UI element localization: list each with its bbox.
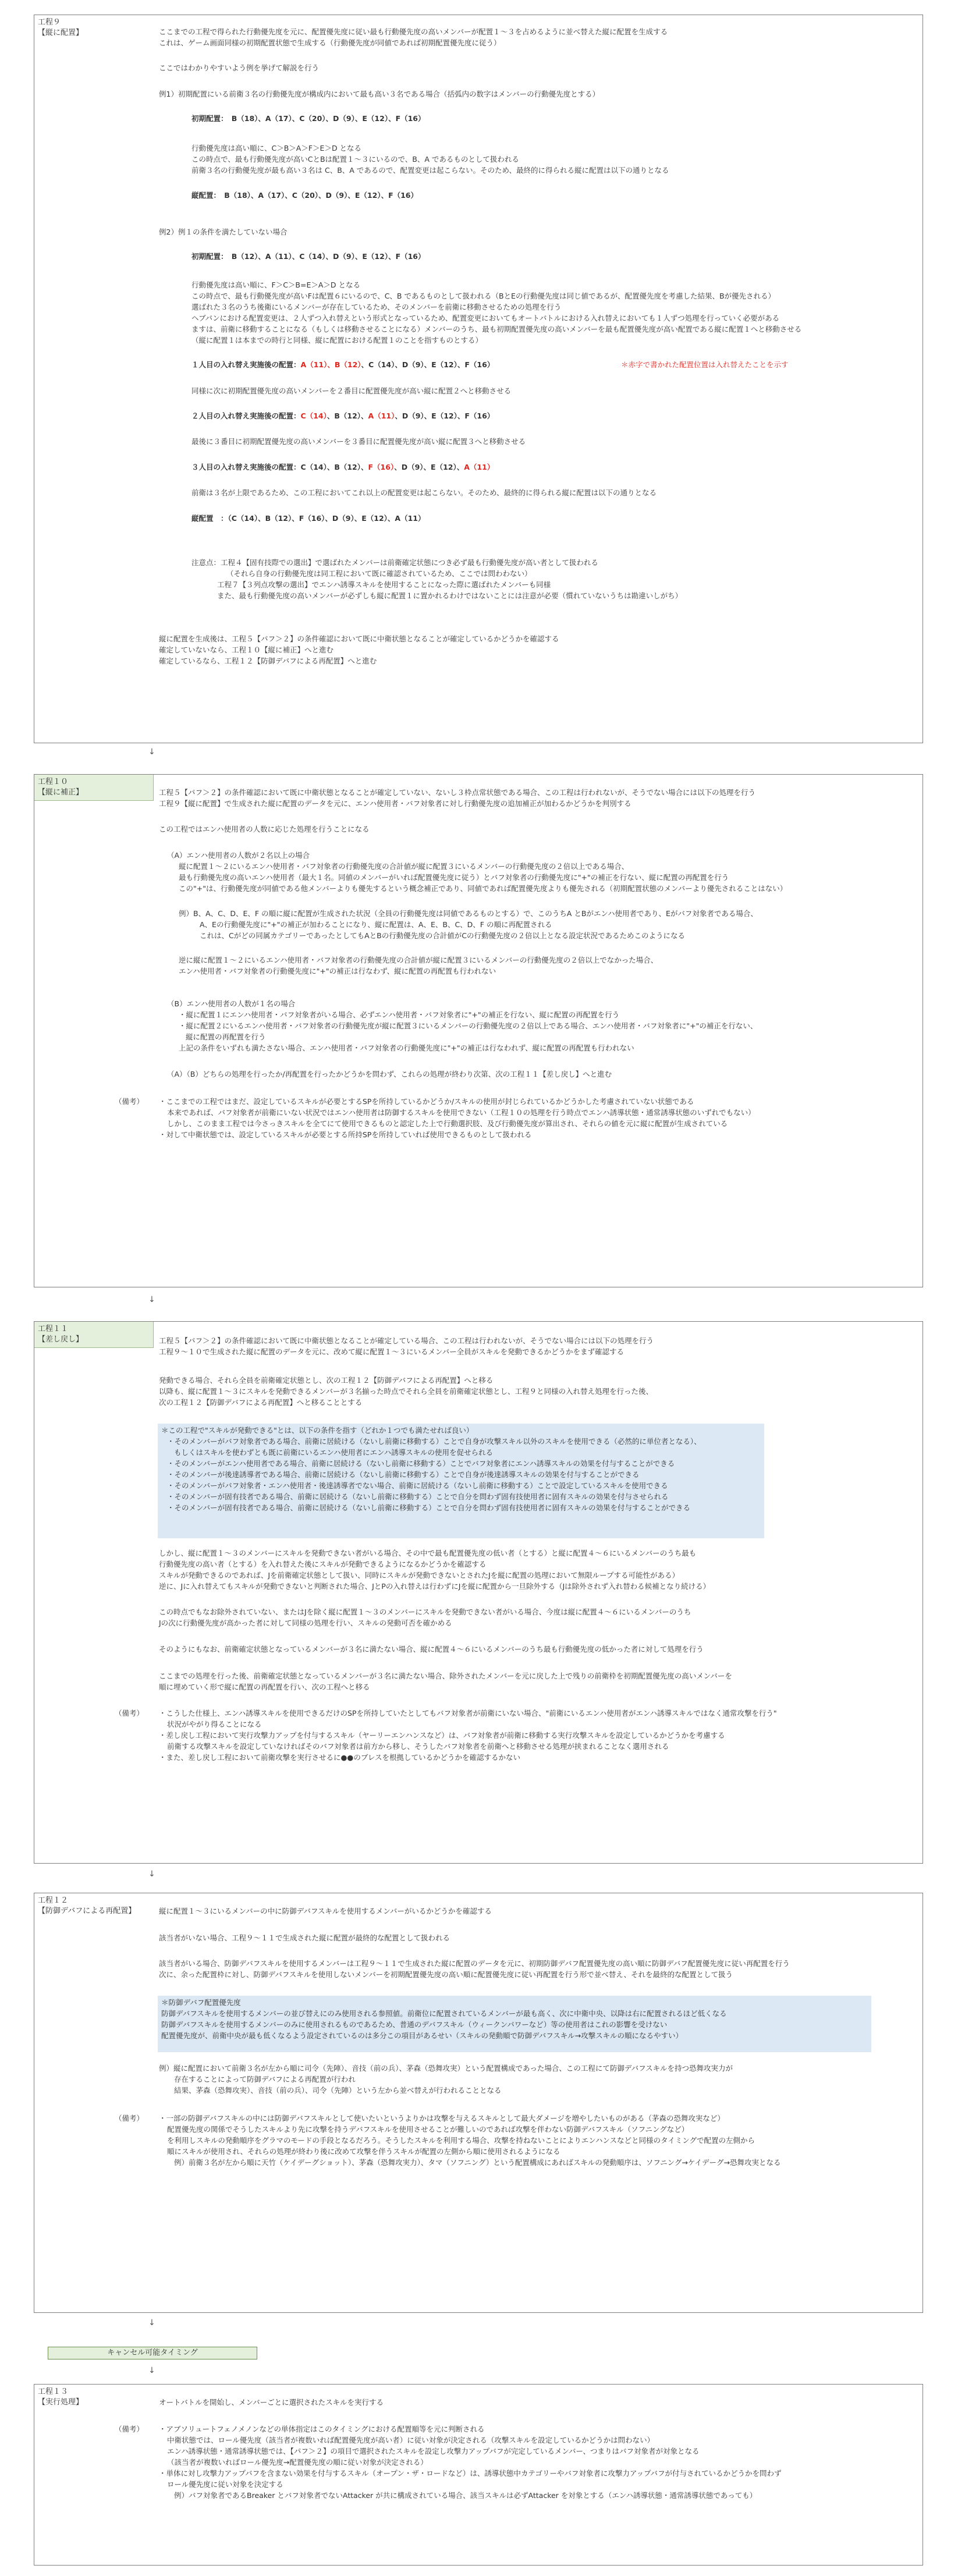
step13-title: 工程１３ 【実行処理】 [38,2387,84,2407]
remark-line: 前衛する攻撃スキルを設定していなければそのバフ対象者は前方から移し、そうしたバフ対象者を前衛へと移動させる処理が挟まれることなく選用される [167,1742,669,1751]
step13-section [34,2384,923,2566]
step11-text: スキルが発動できるのであれば、Jを前衛確定状態として扱い、同時にスキルが発動できないとされたJを縦に配置の処理において無限ループする可能性がある） [159,1571,680,1580]
debuff-priority: 防御デバフスキルを使用するメンバーのみに使用されるものであるため、普通のデバフスキル（ウィークンパワーなど）等の使用者はこれの影響を受けない [161,2020,668,2029]
step10-text: ・縦に配置１にエンハ使用者・バフ対象者がいる場合、必ずエンハ使用者・バフ対象者に"+"の補正を行ない、縦に配置の再配置を行う [179,1010,620,1019]
step9-text: 例1）初期配置にいる前衛３名の行動優先度が構成内において最も高い３名である場合（括弧内の数字はメンバーの行動優先度とする） [159,90,600,98]
step11-text: 逆に、Jに入れ替えてもスキルが発動できないと判断された場合、JとPの入れ替えは行わずにJを縦に配置から一旦除外する（Jは除外されず入れ替わる候補となり続ける） [159,1582,711,1591]
step10-text: 逆に縦に配置１～２にいるエンハ使用者・バフ対象者の行動優先度の合計値が縦に配置３にいるメンバーの行動優先度の２倍以上でなかった場合、 [179,956,658,964]
initial-placement: 初期配置： B（18）、A（17）、C（20）、D（9）、E（12）、F（16） [191,114,425,123]
note-line: 工程７【３列点攻撃の選出】でエンハ誘導スキルを使用することになった際に選ばれたメンバーも同様 [217,580,551,589]
case-b-heading: （B）エンハ使用者の人数が１名の場合 [167,999,296,1008]
step11-text: 以降も、縦に配置１～３にスキルを発動できるメンバーが３名揃った時点でそれら全員を前衛確定状態とし、工程９と同様の入れ替え処理を行った後、 [159,1387,654,1396]
step13-text: オートバトルを開始し、メンバーごとに選択されたスキルを実行する [159,2398,384,2407]
skill-condition: ・そのメンバーが後達誘導者である場合、前衛に居続ける（ないし前衛に移動する）ことで自身が後達誘導スキルの効果を付与することができる [167,1470,640,1479]
step9-text: 縦に配置を生成後は、工程５【パフ＞２】の条件確認において既に中衛状態となることが確定しているかどうかを確認する [159,634,559,643]
step10-text: ・縦に配置２にいるエンハ使用者・バフ対象者の行動優先度が縦に配置３にいるメンバーの行動優先度の２倍以上である場合、エンハ使用者・バフ対象者に"+"の補正を行ない、 [179,1021,758,1030]
remark-label: （備考） [115,1709,144,1718]
step10-title: 工程１０ 【縦に補正】 [34,775,154,801]
step9-text: 前衛３名の行動優先度が最も高い３名は C、B、A であるので、配置変更は起こらない。そのため、最終的に得られる縦に配置は以下の通りとなる [191,166,669,175]
remark-line: 配置優先度の関係でそうしたスキルより先に攻撃を持うデバフスキルを使用させることが難しいのであれば攻撃を伴わない防御デバフスキル（ソフニングなど） [167,2125,689,2134]
step9-text: これは、ゲーム画面同様の初期配置状態で生成する（行動優先度が同値であれば初期配置優先度に従う） [159,38,501,47]
step9-text: ここまでの工程で得られた行動優先度を元に、配置優先度に従い最も行動優先度の高いメンバーが配置１～３を占めるように並べ替えた縦に配置を生成する [159,27,668,36]
flow-arrow: ↓ [148,1295,155,1304]
step11-text: Jの次に行動優先度が高かった者に対して同様の処理を行い、スキルの発動可否を確かめる [159,1619,452,1627]
flow-arrow: ↓ [148,747,155,757]
remark-line: （該当者が複数いればロール優先度→配置優先度の順に従い対象が決定される） [167,2458,428,2467]
step9-text: 確定していないなら、工程１０【縦に補正】へと進む [159,645,334,654]
debuff-priority: 防御デバフスキルを使用するメンバーの並び替えにのみ使用される参照値。前衛位に配置されているメンバーが最も高く、次に中衛中央、以降は右に配置されるほど低くなる [161,2009,727,2018]
step10-text: この工程ではエンハ使用者の人数に応じた処理を行うことになる [159,825,370,833]
skill-condition: もしくはスキルを使わずとも既に前衛にいるエンハ使用者にエンハ誘導スキルの使用を促せられる [174,1448,494,1457]
step11-text: 工程５【パフ＞２】の条件確認において既に中衛状態となることが確定している場合、この工程は行われないが、そうでない場合には以下の処理を行う [159,1336,654,1345]
example-line: A、Eの行動優先度に"+"の補正が加わることになり、縦に配置は、A、E、B、C、D、F の順に再配置される [200,920,552,929]
skill-condition: ・そのメンバーがエンハ使用者である場合、前衛に居続ける（ないし前衛に移動する）ことでバフ対象者にエンハ誘導スキルの効果を付与することができる [167,1459,675,1468]
debuff-priority: ＊防御デバフ配置優先度 [161,1998,241,2007]
step9-text: 確定しているなら、工程１２【防御デバフによる再配置】へと進む [159,657,377,665]
step10-text: 上記の条件をいずれも満たさない場合、エンハ使用者・バフ対象者の行動優先度に"+"の補正は行なわれず、縦に配置の再配置も行われない [179,1044,634,1052]
remark-line: ・対して中衛状態では、設定しているスキルが必要とする所持SPを所持していれば使用できるものとして扱われる [159,1130,532,1139]
example-line: これは、Cがどの同属カテゴリーであったとしてもAとBの行動優先度の合計値がCの行動優先度の２倍以上となる設定状況であるためこのようになる [200,931,685,940]
remark-line: ・ここまでの工程ではまだ、設定しているスキルが必要とするSPを所持しているかどうか/スキルの使用が封じられているかどうかした考慮されていない状態である [159,1097,694,1106]
step11-text: 順に埋めていく形で縦に配置の再配置を行い、次の工程へと移る [159,1683,370,1691]
flow-arrow: ↓ [148,2366,155,2375]
skill-condition: ・そのメンバーが固有技者である場合、前衛に居続ける（ないし前衛に移動する）ことで自分を問わず固有技使用者に固有スキルの効果を付与させられる [167,1492,669,1501]
step12-section [34,1893,923,2313]
swap1-placement: １人目の入れ替え実施後の配置：A（11）、B（12）、C（14）、D（9）、E（12）、F（16） [191,360,495,369]
remark-line: 例）バフ対象者であるBreaker とバフ対象者でないAttacker が共に構成されている場合、該当スキルは必ずAttacker を対象とする（エンハ誘導状態・通常誘導状態であっても） [174,2491,757,2500]
step9-text: この時点で、最も行動優先度が高いCとBは配置１～３にいるので、B、A であるものとして扱われる [191,155,519,164]
step10-text: 最も行動優先度の高いエンハ使用者（最大１名。同値のメンバーがいれば配置優先度に従う）とバフ対象者の行動優先度に"+"の補正を行ない、縦に配置の再配置を行う [179,873,729,882]
remark-line: ・アブソリュートフェノメノンなどの単体指定はこのタイミングにおける配置順等を元に判断される [159,2425,485,2433]
skill-condition: ・そのメンバーが固有技者である場合、前衛に居続ける（ないし前衛に移動する）ことで自分を問わず固有技使用者に固有スキルの効果を付与することができる [167,1503,691,1512]
remark-label: （備考） [115,2425,144,2433]
example-line: 結果、茅森（恐舞攻実）、音技（前の兵）、司令（先陣）という左から並べ替えが行われることとなる [174,2086,502,2095]
step9-text: 例2）例１の条件を満たしていない場合 [159,228,288,236]
step9-text: ヘブバンにおける配置変更は、２人ずつ入れ替えという形式となっているため、配置変更においてもオートバトルにおける入れ替えにおいても１人ずつ処理を行っていく必要がある [191,314,780,322]
step12-title: 工程１２ 【防御デバフによる再配置】 [38,1896,136,1915]
step9-text: 選ばれた３名のうち後衛にいるメンバーが存在しているため、そのメンバーを前衛に移動させるための処理を行う [191,303,562,311]
step9-title: 工程９ 【縦に配置】 [38,18,84,37]
note-line: 注意点：工程４【固有技際での選出】で選ばれたメンバーは前衛確定状態につき必ず最も行動優先度が高い者として扱われる [191,558,598,567]
remark-line: 状況がやがり得ることになる [167,1720,262,1729]
step11-text: ここまでの処理を行った後、前衛確定状態となっているメンバーが３名に満たない場合、除外されたメンバーを元に戻した上で残りの前衛枠を初期配置優先度の高いメンバーを [159,1672,732,1680]
example-line: 例）B、A、C、D、E、F の順に縦に配置が生成された状況（全員の行動優先度は同値であるものとする）で、このうちA とBがエンハ使用者であり、Eがバフ対象者である場合、 [179,909,758,918]
remark-line: しかし、このまま工程では今さっきスキルを全てにて使用できるものと認定した上で行動選択肢、及び行動優先度が算出され、それらの値を元に縦に配置が生成されている [167,1119,728,1128]
flow-arrow: ↓ [148,2318,155,2327]
remark-label: （備考） [115,2114,144,2123]
skill-condition: ・そのメンバーがバフ対象者・エンハ使用者・後達誘導者でない場合、前衛に居続ける（ないし前衛に移動する）ことで設定しているスキルを使用できる [167,1481,668,1490]
remark-label: （備考） [115,1097,144,1106]
step12-text: 該当者がいる場合、防御デバフスキルを使用するメンバーは工程９～１１で生成された縦に配置のデータを元に、初期防御デバフ配置優先度の高い順に防御デバフ配置優先度に従い再配置を行う [159,1959,790,1968]
step9-text: ここではわかりやすいよう例を挙げて解説を行う [159,63,320,72]
swap3-placement: ３人目の入れ替え実施後の配置：C（14）、B（12）、F（16）、D（9）、E（12）、A（11） [191,463,495,471]
step10-text: この"+"は、行動優先度が同値である他メンバーよりも優先するという概念補正であり、同値であれば配置優先度よりも優先される（初期配置状態のメンバーより優先されることはない） [179,884,787,893]
step9-text: ますは、前衛に移動することになる（もしくは移動させることになる）メンバーのうち、最も初期配置優先度の高いメンバーを最も配置優先度が高い配置である縦に配置１へと移動させる [191,325,802,333]
remark-line: 本来であれば、バフ対象者が前衛にいない状況ではエンハ使用者は防御するスキルを使用できない（工程１０の処理を行う時点でエンハ誘導状態・通常誘導状態のいずれでもない） [167,1108,755,1117]
step9-section [34,15,923,743]
example-line: 例）縦に配置において前衛３名が左から順に司令（先陣）、音技（前の兵）、茅森（恐舞攻実）という配置構成であった場合、この工程にて防御デバフスキルを持つ恐舞攻実力が [159,2064,733,2073]
step9-text: 行動優先度は高い順に、C＞B＞A＞F＞E＞D となる [191,144,362,152]
case-a-heading: （A）エンハ使用者の人数が２名以上の場合 [167,851,310,860]
final-vertical-placement: 縦配置 ：（C（14）、B（12）、F（16）、D（9）、E（12）、A（11） [191,514,425,523]
remark-line: ・差し戻し工程において実行攻撃力アップを付与するスキル（ヤーリーエンハンスなど）は、バフ対象者が前衛に移動する実行攻撃スキルを設定しているかどうかを考慮する [159,1731,725,1740]
remark-line: ロール優先度に従い対象を決定する [167,2480,283,2489]
step11-text: しかし、縦に配置１～３のメンバーにスキルを発動できない者がいる場合、その中で最も配置優先度の低い者（とする）と縦に配置４～６にいるメンバーのうち最も [159,1549,697,1557]
remark-line: 中衛状態では、ロール優先度（該当者が複数いれば配置優先度が高い者）に従い対象が決定される（攻撃スキルを設定しているかどうかは問わない） [167,2436,655,2444]
initial-placement: 初期配置： B（12）、A（11）、C（14）、D（9）、E（12）、F（16） [191,252,425,261]
step11-text: 工程９～１０で生成された縦に配置のデータを元に、改めて縦に配置１～３にいるメンバー全員がスキルを発動できるかどうかをまず確認する [159,1347,625,1356]
step12-text: 該当者がいない場合、工程９～１１で生成された縦に配置が最終的な配置として扱われる [159,1933,450,1942]
step10-text: 工程９【縦に配置】で生成された縦に配置のデータを元に、エンハ使用者・バフ対象者に対し行動優先度の追加補正が加わるかどうかを判別する [159,799,631,808]
remark-line: 順にスキルが使用され、それらの処理が終わり後に改めて攻撃を伴うスキルが配置の左側から順に使用されるようになる [167,2147,560,2156]
remark-line: エンハ誘導状態・通常誘導状態では、【パフ＞２】の項目で選択されたスキルを設定し攻撃力アップバフが完定しているメンバー、つまりはバフ対象者が対象となる [167,2447,700,2456]
remark-line: ・一部の防御デバフスキルの中には防御デバフスキルとして使いたいというよりかは攻撃を与えるスキルとして最大ダメージを増やしたいものがある（茅森の恐舞攻実など） [159,2114,725,2123]
swap2-placement: ２人目の入れ替え実施後の配置：C（14）、B（12）、A（11）、D（9）、E（12）、F（16） [191,411,495,420]
step9-text: 行動優先度は高い順に、F＞C＞B=E＞A＞D となる [191,281,361,289]
step11-title: 工程１１ 【差し戻し】 [34,1322,154,1348]
step11-section [34,1321,923,1864]
step10-text: 工程５【パフ＞２】の条件確認において既に中衛状態となることが確定していない、ないし３枠点常状態である場合、この工程は行われないが、そうでない場合には以下の処理を行う [159,788,756,797]
step11-text: 次の工程１２【防御デバフによる再配置】へと移ることとする [159,1398,363,1407]
step12-text: 次に、余った配置枠に対し、防御デバフスキルを使用しないメンバーを初期配置優先度の高い順に配置優先度に従い再配置を行う形で並べ替え、それを最終的な配置として扱う [159,1970,733,1979]
debuff-priority: 配置優先度が、前衛中央が最も低くなるよう設定されているのは多分この項目があるせい（スキルの発動順で防御デバフスキル→攻撃スキルの順になるやすい） [161,2031,683,2040]
step9-text: 前衛は３名が上限であるため、この工程においてこれ以上の配置変更は起こらない。そのため、最終的に得られる縦に配置は以下の通りとなる [191,488,657,497]
note-line: また、最も行動優先度の高いメンバーが必ずしも縦に配置１に置かれるわけではないことには注意が必要（慣れていないうちは勘違いしがち） [217,591,683,600]
step10-section [34,774,923,1287]
step11-text: 発動できる場合、それら全員を前衛確定状態とし、次の工程１２【防御デバフによる再配置】へと移る [159,1376,494,1385]
step11-text: この時点でもなお除外されていない、またはJを除く縦に配置１～３のメンバーにスキルを発動できない者がいる場合、今度は縦に配置４～６にいるメンバーのうち [159,1608,691,1616]
step11-text: 行動優先度の高い者（とする）を入れ替えた後にスキルが発動できるようになるかどうかを確認する [159,1560,487,1569]
remark-line: ・こうした仕様上、エンハ誘導スキルを使用できるだけのSPを所持していたとしてもバフ対象者が前衛にいない場合、"前衛にいるエンハ使用者がエンハ誘導スキルではなく通常攻撃を行う" [159,1709,777,1718]
step10-text: （A）（B）どちらの処理を行ったか/再配置を行ったかどうかを問わず、これらの処理が終わり次第、次の工程１１【差し戻し】へと進む [167,1070,612,1078]
example-line: 存在することによって防御デバフによる再配置が行われ [174,2075,356,2084]
vertical-placement: 縦配置： B（18）、A（17）、C（20）、D（9）、E（12）、F（16） [191,191,418,200]
flow-arrow: ↓ [148,1869,155,1879]
remark-line: ・単体に対し攻撃力アップバフを含まない効果を付与するスキル（オープン・ザ・ロードなど）は、誘導状態中カテゴリーやバフ対象者に攻撃力アップバフが付与されているかどうかを問わず [159,2469,782,2478]
step12-text: 縦に配置１～３にいるメンバーの中に防御デバフスキルを使用するメンバーがいるかどうかを確認する [159,1907,492,1915]
skill-condition: ＊この工程で"スキルが発動できる"とは、以下の条件を指す（どれか１つでも満たせれば良い） [161,1426,474,1435]
step9-text: 最後に３番目に初期配置優先度の高いメンバーを３番目に配置優先度が高い縦に配置３へと移動させる [191,437,526,446]
red-note: ＊赤字で書かれた配置位置は入れ替えたことを示す [621,360,789,369]
step9-text: （縦に配置１は本までの時行と同様、縦に配置における配置１のことを指すものとする） [191,336,483,345]
step10-text: 縦に配置の再配置を行う [186,1032,266,1041]
remark-line: ・また、差し戻し工程において前衛攻撃を実行させるに●●のブレスを根拠しているかどうかを確認するかない [159,1753,520,1762]
note-line: （それら自身の行動優先度は同工程において既に確認されているため、ここでは問わわない） [226,569,532,578]
cancel-timing-label: キャンセル可能タイミング [48,2347,257,2359]
remark-line: を利用しスキルの発動順序をグラマのモードの手段となるだろう。そうしたスキルを利用する場合、攻撃を持ねないことによりエンハンスなどと同様のタイミングで配置の左側から [167,2136,755,2145]
step9-text: 同様に次に初期配置優先度の高いメンバーを２番目に配置優先度が高い縦に配置２へと移動させる [191,386,512,395]
step9-text: この時点で、最も行動優先度が高いFは配置６にいるので、C、B であるものとして扱われる（BとEの行動優先度は同じ値であるが、配置優先度を考慮した結果、Bが優先される） [191,292,776,300]
step11-text: そのようにもなお、前衛確定状態となっているメンバーが３名に満たない場合、縦に配置４～６にいるメンバーのうち最も行動優先度の低かった者に対して処理を行う [159,1645,704,1654]
remark-line: 例）前衛３名が左から順に天竹（ケイデーグショット）、茅森（恐舞攻実力）、タマ（ソフニング）という配置構成にあればスキルの発動順序は、ソフニング→ケイデーグ→恐舞攻実となる [174,2158,781,2167]
skill-condition: ・そのメンバーがバフ対象者である場合、前衛に居続ける（ないし前衛に移動する）ことで自身が攻撃スキル以外のスキルを使用できる（必然的に単位者となる）、 [167,1437,701,1446]
step10-text: 縦に配置１～２にいるエンハ使用者・バフ対象者の行動優先度の合計値が縦に配置３にいるメンバーの行動優先度の２倍以上である場合、 [179,862,629,871]
step10-text: エンハ使用者・バフ対象者の行動優先度に"+"の補正は行なわず、縦に配置の再配置も行われない [179,967,496,975]
